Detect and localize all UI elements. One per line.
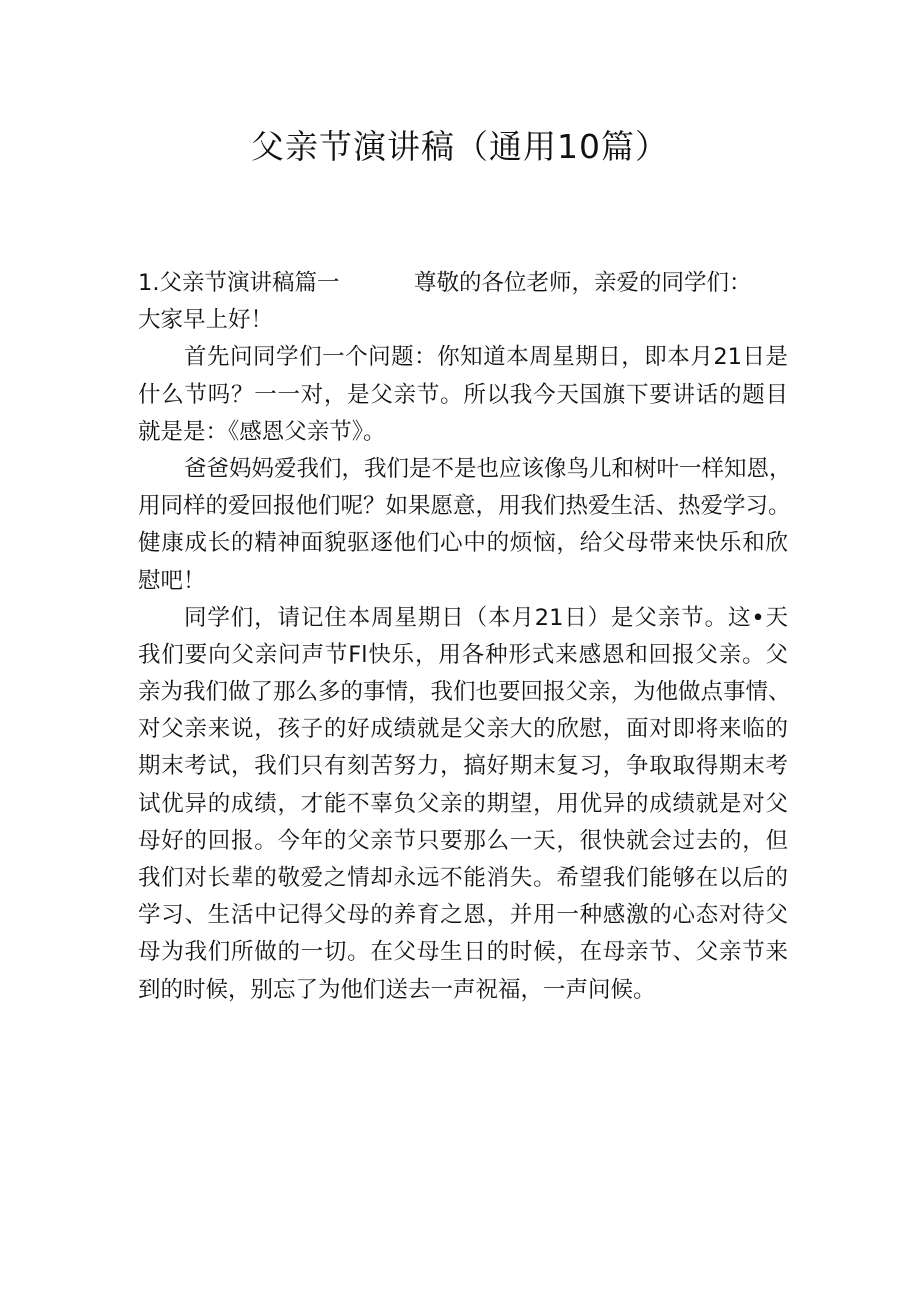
paragraph-line: 试优异的成绩，才能不辜负父亲的期望，用优异的成绩就是对父 (138, 790, 788, 817)
paragraph-line: 爸爸妈妈爱我们，我们是不是也应该像鸟儿和树叶一样知恩， (184, 455, 792, 482)
document-body (138, 265, 792, 1009)
paragraph-1 (138, 339, 788, 451)
paragraph-line: 母好的回报。今年的父亲节只要那么一天，很快就会过去的，但 (138, 827, 788, 854)
paragraph-line: 就是是：《感恩父亲节》。 (138, 418, 386, 445)
paragraph-line: 首先问同学们一个问题：你知道本周星期日，即本月21日是 (184, 344, 788, 371)
paragraph-line: 用同样的爱回报他们呢？如果愿意，用我们热爱生活、热爱学习。 (138, 493, 791, 520)
paragraph-line: 学习、生活中记得父母的养育之恩，并用一种感激的心态对待父 (138, 902, 788, 929)
section-heading: 1.父亲节演讲稿篇一 (138, 270, 340, 296)
salutation: 尊敬的各位老师，亲爱的同学们： (414, 270, 752, 296)
paragraph-2 (138, 451, 792, 600)
paragraph-line: 亲为我们做了那么多的事情，我们也要回报父亲，为他做点事情、 (138, 679, 791, 706)
paragraph-line: 期末考试，我们只有刻苦努力，搞好期末复习，争取取得期末考 (138, 753, 788, 780)
paragraph-line: 母为我们所做的一切。在父母生日的时候，在母亲节、父亲节来 (138, 939, 788, 966)
paragraph-line: 我们对长辈的敬爱之情却永远不能消失。希望我们能够在以后的 (138, 865, 788, 891)
heading-line (138, 265, 788, 302)
paragraph-line: 同学们，请记住本周星期日（本月21日）是父亲节。这•天 (184, 604, 788, 631)
paragraph-line: 到的时候，别忘了为他们送去一声祝福，一声问候。 (138, 976, 656, 1003)
paragraph-line: 健康成长的精神面貌驱逐他们心中的烦恼，给父母带来快乐和欣 (138, 530, 788, 557)
paragraph-line: 什么节吗？一一对，是父亲节。所以我今天国旗下要讲话的题目 (138, 381, 788, 408)
paragraph-line: 对父亲来说，孩子的好成绩就是父亲大的欣慰，面对即将来临的 (138, 716, 788, 743)
document-title: 父亲节演讲稿（通用10篇） (251, 127, 669, 166)
greeting: 大家早上好！ (138, 307, 274, 334)
paragraph-3 (138, 600, 791, 1009)
paragraph-line: 我们要向父亲问声节Fl快乐，用各种形式来感恩和回报父亲。父 (138, 641, 788, 668)
paragraph-line: 慰吧！ (138, 567, 206, 594)
